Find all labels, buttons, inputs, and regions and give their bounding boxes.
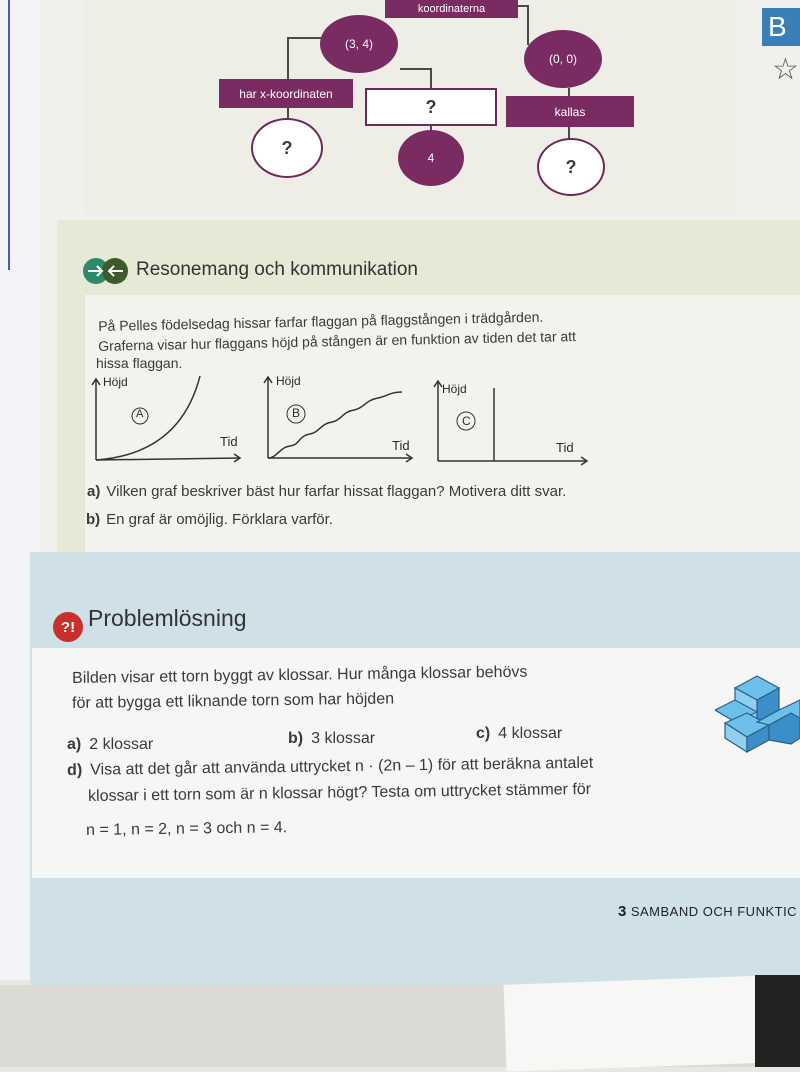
reasoning-intro-line-1: På Pelles födelsedag hissar farfar flaggan på flaggstången i trädgården. [98,308,544,334]
map-rect-unknown [365,88,497,126]
chapter-tab [762,8,800,46]
problem-option-d-line-3: n = 1, n = 2, n = 3 och n = 4. [86,819,288,839]
question-b-label: b) [86,511,101,528]
chapter-number: 3 [618,903,627,920]
problem-option-c-text: 4 klossar [498,725,563,742]
map-circle-unknown-left-label: ? [281,137,293,158]
graph-b-letter: B [292,406,301,420]
graph-c [432,376,592,471]
problem-option-a-label: a) [67,736,82,753]
question-a [87,482,566,502]
chapter-tab-letter: B [768,11,787,42]
pen [755,975,800,1067]
problem-option-c-label: c) [476,725,491,742]
map-rect-x-coordinate-label: har x-koordinaten [239,86,333,101]
map-circle-unknown-right [537,138,605,196]
graph-b-y-label: Höjd [276,374,301,388]
map-circle-4 [398,130,464,186]
map-node-0-0 [524,30,602,88]
map-rect-called [506,96,634,127]
paper-sheet [504,975,777,1071]
problem-option-d-label: d) [67,761,83,779]
star-icon: ☆ [772,53,799,86]
reasoning-intro-line-2: Graferna visar hur flaggans höjd på stången är en funktion av tiden det tar att [98,327,577,354]
block-tower-illustration [715,668,800,753]
page-footer-band [30,880,800,985]
graph-a-x-label: Tid [220,434,238,449]
notebook-margin-line [8,0,10,270]
graph-a [90,372,250,467]
problem-option-d-line-2: klossar i ett torn som är n klossar högt? Testa om uttrycket stämmer för [88,780,592,805]
graph-a-letter: A [136,408,144,420]
map-circle-unknown-right-label: ? [565,156,577,177]
problem-option-b [288,730,375,748]
problem-option-b-label: b) [288,730,304,747]
map-node-3-4-label: (3, 4) [344,37,373,51]
graph-b-x-label: Tid [392,438,410,453]
map-top-label: koordinaterna [417,3,486,15]
graph-c-x-label: Tid [556,440,574,455]
problem-option-a-text: 2 klossar [89,736,154,753]
map-rect-x-coordinate [219,79,353,108]
question-b-text: En graf är omöjlig. Förklara varför. [106,511,333,528]
question-b [86,510,333,530]
map-rect-unknown-label: ? [425,96,437,117]
map-circle-unknown-left [251,118,323,178]
map-circle-4-label: 4 [427,151,435,165]
connector-line [400,68,430,70]
connector-line [430,68,432,90]
map-node-0-0-label: (0, 0) [548,52,577,66]
question-a-label: a) [87,483,101,500]
problem-option-c [476,725,562,743]
graph-a-y-label: Höjd [103,375,128,389]
problem-solving-icon-text: ?! [60,618,76,636]
problem-title: Problemlösning [88,605,247,631]
connector-line [527,5,529,45]
problem-option-d-line-1: Visa att det går att använda uttrycket n · (2n – 1) för att beräkna antalet [90,754,594,779]
problem-solving-icon [53,612,83,642]
graph-c-letter: C [462,414,471,428]
graph-b [262,372,422,467]
reasoning-communication-icon [82,256,130,286]
problem-intro-line-1: Bilden visar ett torn byggt av klossar. Hur många klossar behövs [72,663,528,687]
graph-c-y-label: Höjd [442,382,467,396]
reasoning-title: Resonemang och kommunikation [136,259,418,280]
map-node-3-4 [320,15,398,73]
problem-intro-line-2: för att bygga ett liknande torn som har höjden [72,690,395,712]
map-rect-called-label: kallas [554,104,586,119]
problem-option-b-text: 3 klossar [311,730,376,747]
problem-option-a [67,736,153,754]
reasoning-intro-line-3: hissa flaggan. [96,355,183,371]
chapter-title: SAMBAND OCH FUNKTIC [630,904,798,919]
map-top-box [385,0,518,18]
chapter-footer [618,903,797,920]
question-a-text: Vilken graf beskriver bäst hur farfar hissat flaggan? Motivera ditt svar. [106,483,567,500]
